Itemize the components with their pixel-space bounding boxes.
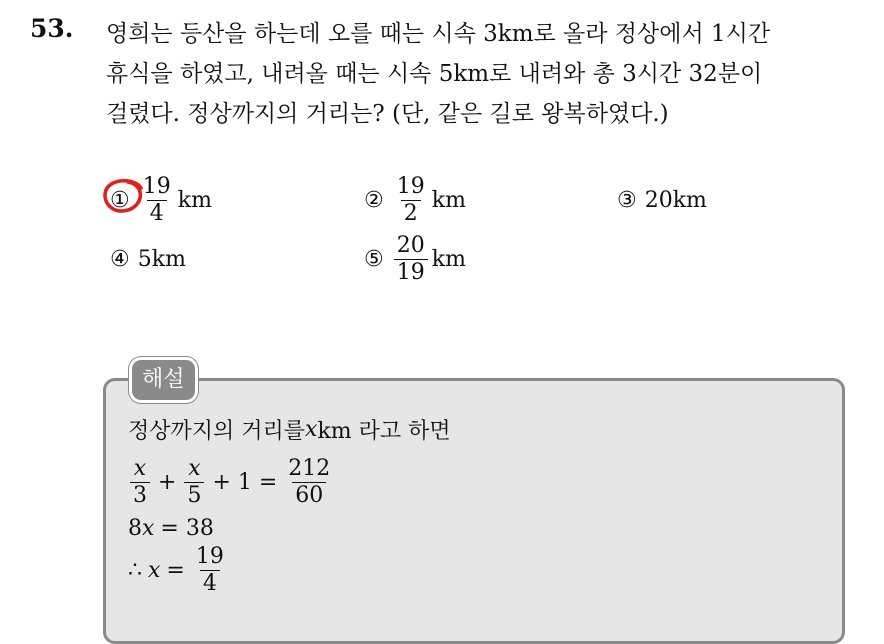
question-line-1: 영희는 등산을 하는데 오를 때는 시속 3km로 올라 정상에서 1시간 [106,21,771,47]
eq3-var: x [148,558,161,583]
choice-2-denominator: 2 [401,200,421,225]
solution-equation-3 [128,546,229,595]
choice-4-text: 5km [137,246,186,272]
eq1-fraction-1 [130,458,150,507]
choice-3-text: 20km [644,187,707,213]
eq2-rhs: = 38 [160,516,214,541]
question-line-2: 휴식을 하였고, 내려올 때는 시속 5km로 내려와 총 3시간 32분이 [106,61,763,87]
eq1-r-num: 212 [288,456,331,481]
eq1-r-den: 60 [292,482,326,507]
eq2-var: x [142,516,155,541]
eq3-eq: = [166,558,185,583]
choice-5-mark: ⑤ [364,246,384,272]
eq1-f1-num: x [133,456,147,481]
choice-1-unit: km [177,187,212,213]
eq1-result-fraction [285,458,333,507]
choice-1-numerator: 19 [142,173,171,199]
choice-5-fraction [394,232,428,285]
choice-5-numerator: 20 [396,232,425,258]
choice-2-mark: ② [364,187,384,213]
eq1-fraction-2 [184,458,204,507]
eq3-den: 4 [200,570,220,595]
choice-5-unit: km [431,246,466,272]
solution-intro [128,414,451,445]
choice-1-mark: ① [110,187,130,213]
solution-intro-b: km 라고 하면 [317,419,451,444]
choice-2-fraction [394,173,428,226]
solution-equation-1 [128,458,335,507]
choice-2-numerator: 19 [396,173,425,199]
solution-tab-label: 해설 [129,357,198,403]
eq3-num: 19 [195,544,224,569]
eq3-therefore: ∴ [128,558,142,583]
choice-3[interactable] [617,165,707,235]
choice-4-mark: ④ [110,246,130,272]
eq2-coef: 8 [128,516,142,541]
solution-intro-var: x [305,417,318,442]
eq3-fraction [193,546,227,595]
choice-5-denominator: 19 [394,259,428,284]
choice-5[interactable] [364,224,466,294]
eq1-plus-1: + [158,470,177,495]
question-line-3: 걸렸다. 정상까지의 거리는? (단, 같은 길로 왕복하였다.) [106,101,669,127]
eq1-f2-num: x [188,456,201,481]
eq1-plus-2: + 1 = [212,470,278,495]
choice-3-mark: ③ [617,187,637,213]
question-text [106,14,866,134]
solution-intro-a: 정상까지의 거리를 [128,419,306,444]
question-number: 53. [30,14,74,43]
eq1-f2-den: 5 [184,482,204,507]
answer-circle-mark-icon [101,176,145,216]
choice-1-denominator: 4 [147,200,167,225]
solution-equation-2 [128,516,220,541]
choice-2-unit: km [431,187,466,213]
eq1-f1-den: 3 [130,482,150,507]
choice-4[interactable] [110,224,186,294]
